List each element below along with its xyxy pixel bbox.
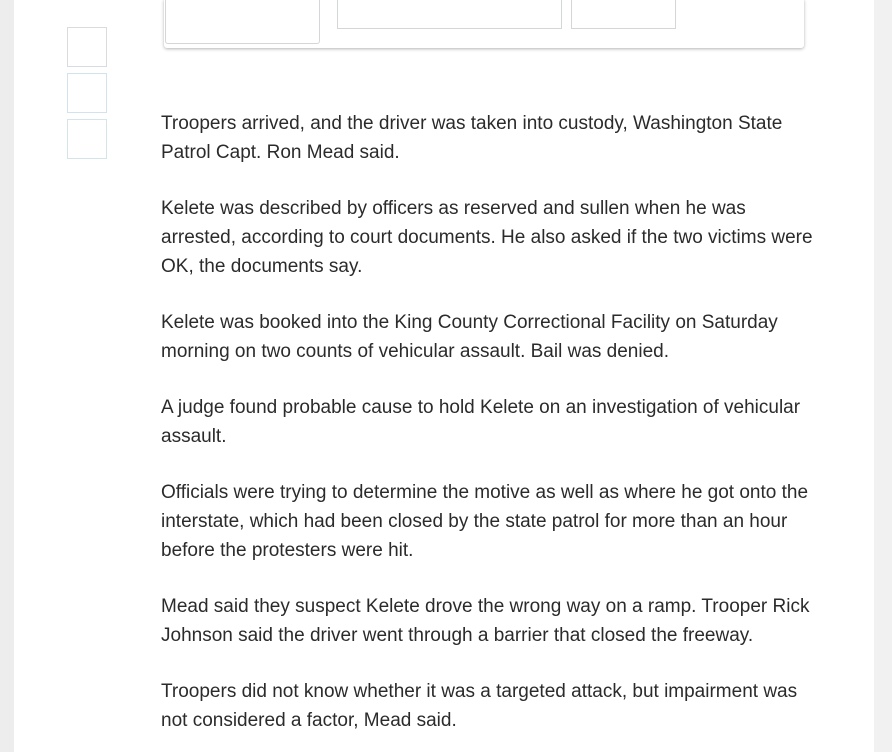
article-paragraph: Mead said they suspect Kelete drove the wrong way on a ramp. Trooper Rick Johnson said the driver went through a barrier that closed the freeway. (161, 596, 810, 646)
related-tab-2[interactable] (337, 0, 562, 29)
related-content-card (164, 0, 804, 48)
article-paragraph: Kelete was booked into the King County Correctional Facility on Saturday morning on two counts of vehicular assault. Bail was denied. (161, 312, 778, 362)
related-tab-3[interactable] (571, 0, 676, 29)
share-button-2[interactable] (67, 73, 107, 113)
related-tab-1[interactable] (165, 0, 320, 44)
share-button-3[interactable] (67, 119, 107, 159)
article-paragraph: Troopers did not know whether it was a targeted attack, but impairment was not considered a factor, Mead said. (161, 681, 798, 731)
share-rail (67, 27, 109, 165)
article-paragraph: Officials were trying to determine the motive as well as where he got onto the interstate, which had been closed by the state patrol for more than an hour before the protesters were hit. (161, 482, 809, 561)
article-paragraph: A judge found probable cause to hold Kelete on an investigation of vehicular assault. (161, 397, 801, 447)
article-paragraph: Troopers arrived, and the driver was taken into custody, Washington State Patrol Capt. Ron Mead said. (161, 113, 783, 163)
article-body (161, 109, 821, 752)
scrollbar-track[interactable] (874, 0, 892, 752)
article-page (14, 0, 874, 752)
article-paragraph: Kelete was described by officers as reserved and sullen when he was arrested, according to court documents. He also asked if the two victims were OK, the documents say. (161, 198, 813, 277)
share-button-1[interactable] (67, 27, 107, 67)
